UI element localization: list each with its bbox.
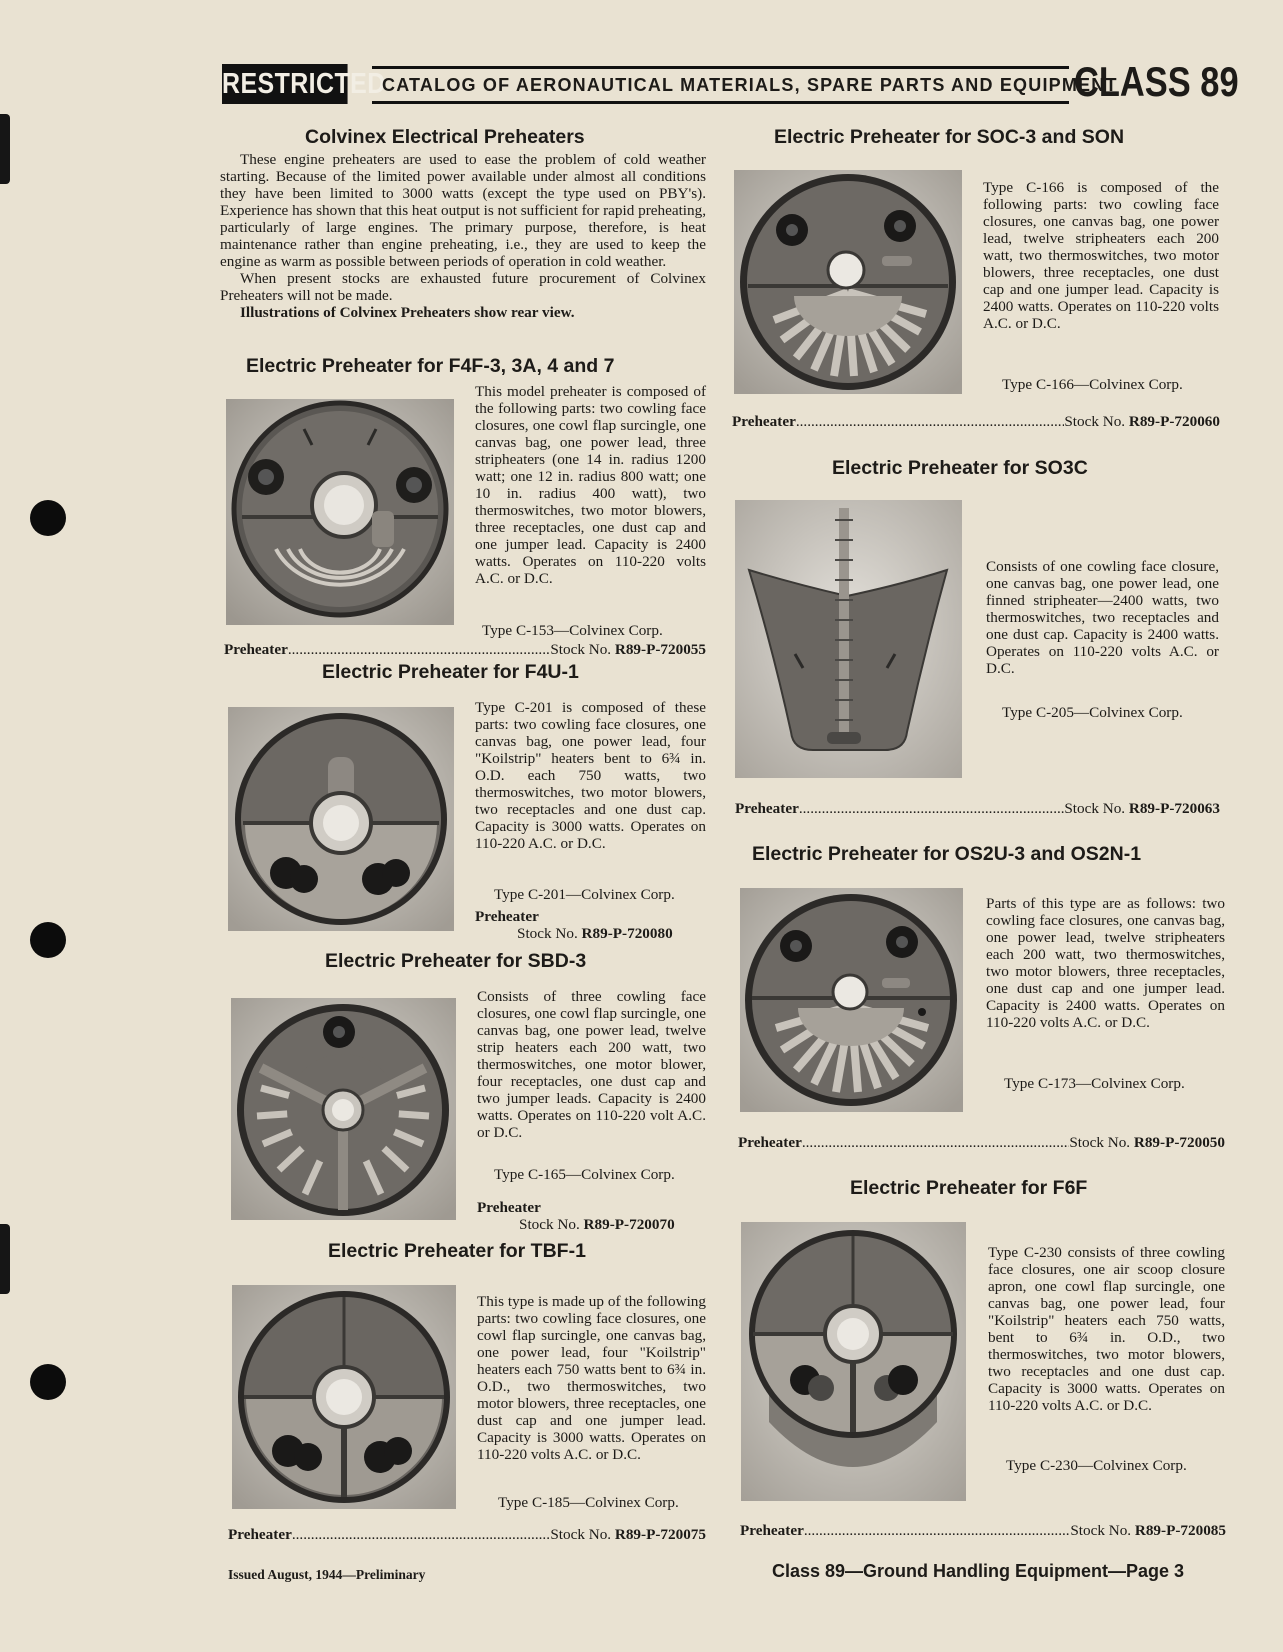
stock-line-f6f bbox=[740, 1522, 1226, 1540]
stock-number-sbd: R89-P-720070 bbox=[583, 1216, 675, 1233]
stock-label: Preheater bbox=[224, 641, 288, 658]
stock-block-f4u bbox=[475, 908, 673, 942]
leader-dots bbox=[288, 641, 551, 659]
stock-line-os2u bbox=[738, 1134, 1225, 1152]
stock-label: Preheater bbox=[475, 908, 539, 925]
stock-line-soc bbox=[732, 413, 1220, 431]
section-title-os2u: Electric Preheater for OS2U-3 and OS2N-1 bbox=[752, 843, 1142, 865]
section-title-soc: Electric Preheater for SOC-3 and SON bbox=[774, 126, 1125, 148]
stock-label: Preheater bbox=[228, 1526, 292, 1543]
stock-number-f6f: R89-P-720085 bbox=[1134, 1522, 1226, 1539]
intro-paragraph: When present stocks are exhausted future procurement of Colvinex Preheaters will not be made. bbox=[220, 270, 706, 304]
stock-prefix: Stock No. bbox=[550, 641, 612, 658]
binder-hole bbox=[30, 500, 66, 536]
preheater-photo-soc bbox=[734, 170, 962, 394]
intro-note: Illustrations of Colvinex Preheaters show rear view. bbox=[240, 304, 575, 321]
type-f6f: Type C-230—Colvinex Corp. bbox=[1006, 1457, 1187, 1474]
type-os2u: Type C-173—Colvinex Corp. bbox=[1004, 1075, 1185, 1092]
binder-hole bbox=[30, 1364, 66, 1400]
stock-label: Preheater bbox=[732, 413, 796, 430]
stock-number-os2u: R89-P-720050 bbox=[1133, 1134, 1225, 1151]
binder-notch bbox=[0, 1224, 10, 1294]
stock-line-so3c bbox=[735, 800, 1220, 818]
stock-block-sbd bbox=[477, 1199, 675, 1233]
stock-line-f4f bbox=[224, 641, 706, 659]
stock-number-so3c: R89-P-720063 bbox=[1128, 800, 1220, 817]
section-title-f4f: Electric Preheater for F4F-3, 3A, 4 and 7 bbox=[246, 355, 615, 377]
section-title-sbd: Electric Preheater for SBD-3 bbox=[325, 950, 587, 972]
stock-label: Preheater bbox=[735, 800, 799, 817]
stock-prefix: Stock No. bbox=[1064, 413, 1126, 430]
type-sbd: Type C-165—Colvinex Corp. bbox=[494, 1166, 675, 1183]
issue-date: Issued August, 1944—Preliminary bbox=[228, 1567, 426, 1582]
description-f4u: Type C-201 is composed of these parts: two cowling face closures, one canvas bag, one power lead, four "Koilstrip" heaters bent to 6¾ in. O.D. each 750 watts, two thermoswitches, two motor blowers, two receptacles and one dust cap. Capacity is 3000 watts. Operates on 110-220 A.C. or D.C. bbox=[475, 699, 706, 852]
stock-prefix: Stock No. bbox=[550, 1526, 612, 1543]
class-number: CLASS 89 bbox=[1074, 58, 1239, 105]
type-f4f: Type C-153—Colvinex Corp. bbox=[482, 622, 663, 639]
stock-prefix: Stock No. bbox=[1069, 1134, 1131, 1151]
section-title-tbf: Electric Preheater for TBF-1 bbox=[328, 1240, 586, 1262]
leader-dots bbox=[802, 1134, 1070, 1152]
section-title-f6f: Electric Preheater for F6F bbox=[850, 1177, 1088, 1199]
description-tbf: This type is made up of the following parts: two cowling face closures, one cowl flap surcingle, one canvas bag, one power lead, four "Koilstrip" heaters each 750 watts bent to 6¾ in. O.D., two thermoswitches, two motor blowers, three receptacles, one dust cap and one jumper lead. Capacity is 3000 watts. Operates on 110-220 volts A.C. or D.C. bbox=[477, 1293, 706, 1463]
type-tbf: Type C-185—Colvinex Corp. bbox=[498, 1494, 679, 1511]
stock-prefix: Stock No. bbox=[519, 1216, 580, 1233]
description-soc: Type C-166 is composed of the following parts: two cowling face closures, one canvas bag, one power lead, twelve stripheaters each 200 watt, two thermoswitches, two motor blowers, three receptacles, one dust cap and one jumper lead. Capacity is 2400 watts. Operates on 110-220 volts A.C. or D.C. bbox=[983, 179, 1219, 332]
preheater-photo-sbd bbox=[231, 998, 456, 1220]
restricted-label: RESTRICTED bbox=[222, 64, 348, 104]
stock-number-tbf: R89-P-720075 bbox=[614, 1526, 706, 1543]
preheater-photo-f6f bbox=[741, 1222, 966, 1501]
stock-number-f4f: R89-P-720055 bbox=[614, 641, 706, 658]
type-soc: Type C-166—Colvinex Corp. bbox=[1002, 376, 1183, 393]
description-os2u: Parts of this type are as follows: two cowling face closures, one canvas bag, one power lead, twelve stripheaters each 200 watt, two thermoswitches, two motor blowers, three receptacles, one dust cap and one jumper lead. Capacity is 2400 watts. Operates on 110-220 volts A.C. or D.C. bbox=[986, 895, 1225, 1031]
preheater-photo-tbf bbox=[232, 1285, 456, 1509]
description-so3c: Consists of one cowling face closure, one canvas bag, one power lead, one finned stripheater—2400 watts, two thermoswitches, two receptacles and one dust cap. Capacity is 2400 watts. Operates on 110-220 volts A.C. or D.C. bbox=[986, 558, 1219, 677]
stock-prefix: Stock No. bbox=[1070, 1522, 1132, 1539]
type-f4u: Type C-201—Colvinex Corp. bbox=[494, 886, 675, 903]
type-so3c: Type C-205—Colvinex Corp. bbox=[1002, 704, 1183, 721]
intro-text bbox=[220, 151, 706, 321]
preheater-photo-f4u bbox=[228, 707, 454, 931]
description-f6f: Type C-230 consists of three cowling face closures, one air scoop closure apron, one cowl flap surcingle, one canvas bag, one power lead, four "Koilstrip" heaters each 750 watts, bent to 6¾ in. O.D., two thermoswitches, two motor blowers, two receptacles and one dust cap. Capacity is 3000 watts. Operates on 110-220 volts A.C. or D.C. bbox=[988, 1244, 1225, 1414]
intro-title: Colvinex Electrical Preheaters bbox=[305, 126, 585, 148]
leader-dots bbox=[292, 1526, 551, 1544]
leader-dots bbox=[799, 800, 1065, 818]
catalog-title: CATALOG OF AERONAUTICAL MATERIALS, SPARE PARTS AND EQUIPMENT bbox=[372, 66, 1069, 104]
stock-prefix: Stock No. bbox=[517, 925, 578, 942]
description-sbd: Consists of three cowling face closures, one cowl flap surcingle, one canvas bag, one power lead, twelve strip heaters each 200 watt, two thermoswitches, one motor blower, four receptacles, one dust cap and two jumper leads. Capacity is 2400 watts. Operates on 110-220 volt A.C. or D.C. bbox=[477, 988, 707, 1141]
section-title-so3c: Electric Preheater for SO3C bbox=[832, 457, 1088, 479]
stock-line-tbf bbox=[228, 1526, 706, 1544]
stock-label: Preheater bbox=[738, 1134, 802, 1151]
stock-number-soc: R89-P-720060 bbox=[1128, 413, 1220, 430]
page-footer: Class 89—Ground Handling Equipment—Page 3 bbox=[772, 1561, 1185, 1581]
section-title-f4u: Electric Preheater for F4U-1 bbox=[322, 661, 579, 683]
leader-dots bbox=[804, 1522, 1071, 1540]
preheater-photo-os2u bbox=[740, 888, 963, 1112]
stock-label: Preheater bbox=[740, 1522, 804, 1539]
binder-hole bbox=[30, 922, 66, 958]
leader-dots bbox=[796, 413, 1065, 431]
intro-paragraph: These engine preheaters are used to ease the problem of cold weather starting. Because of the limited power available under almost all conditions they have been limited to 3000 watts (except the type used on PBY's). Experience has shown that this heat output is not sufficient for rapid preheating, particularly of large engines. The primary purpose, therefore, is heat maintenance rather than engine preheating, i.e., they are used to keep the engine as warm as possible between periods of operation in cold weather. bbox=[220, 151, 707, 270]
preheater-photo-f4f bbox=[226, 399, 454, 625]
description-f4f: This model preheater is composed of the following parts: two cowling face closures, one cowl flap surcingle, one canvas bag, one power lead, three stripheaters (one 14 in. radius 1200 watt; one 12 in. radius 800 watt; one 10 in. radius 400 watt), two thermoswitches, two motor blowers, three receptacles, one dust cap and one jumper lead. Capacity is 2400 watts. Operates on 110-220 volts A.C. or D.C. bbox=[475, 383, 706, 587]
stock-number-f4u: R89-P-720080 bbox=[581, 925, 673, 942]
stock-prefix: Stock No. bbox=[1064, 800, 1126, 817]
binder-notch bbox=[0, 114, 10, 184]
preheater-photo-so3c bbox=[735, 500, 962, 778]
stock-label: Preheater bbox=[477, 1199, 541, 1216]
